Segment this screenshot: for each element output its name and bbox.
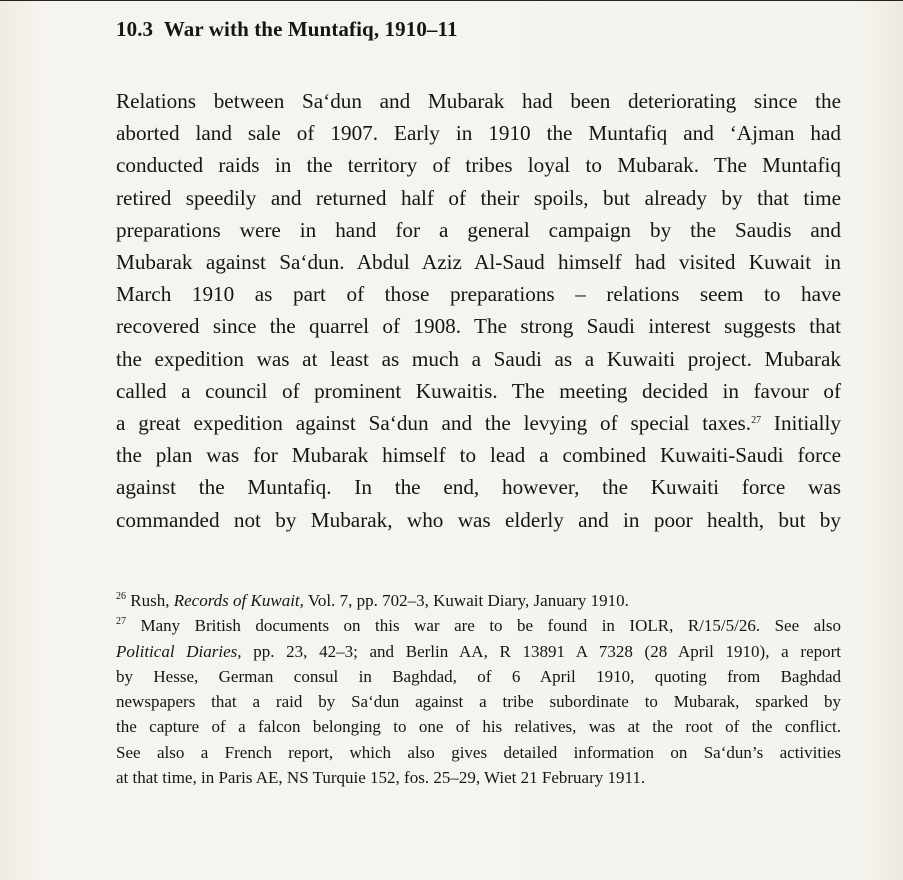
footnote-mark: 27 (116, 616, 126, 628)
footnote-text: Rush, (126, 591, 174, 610)
paragraph-line: March 1910 as part of those preparations – relations seem to have (116, 282, 841, 307)
paragraph-line: recovered since the quarrel of 1908. The strong Saudi interest suggests that (116, 314, 841, 339)
footnote-26 (116, 588, 841, 613)
paragraph-line: retired speedily and returned half of their spoils, but already by that time (116, 185, 841, 210)
footnote-source-title: Records of Kuwait, (173, 591, 304, 610)
footnote-text: Many British documents on this war are to be found in IOLR, R/15/5/26. See also (126, 616, 841, 636)
footnote-27-line-3: by Hesse, German consul in Baghdad, of 6 April 1910, quoting from Baghdad (116, 666, 841, 686)
paragraph-line-tail: Initially (761, 411, 841, 436)
paragraph-line-with-ref (116, 407, 841, 439)
section-title: War with the Muntafiq, 1910–11 (163, 17, 458, 41)
footnote-ref-27[interactable]: 27 (751, 415, 762, 427)
section-heading (116, 17, 458, 42)
top-edge (0, 0, 903, 1)
paragraph-line: aborted land sale of 1907. Early in 1910 the Muntafiq and ‘Ajman had (116, 121, 841, 146)
paragraph-line: against the Muntafiq. In the end, however, the Kuwaiti force was (116, 475, 841, 500)
paragraph-line: called a council of prominent Kuwaitis. The meeting decided in favour of (116, 378, 841, 403)
paragraph-line: the expedition was at least as much a Saudi as a Kuwaiti project. Mubarak (116, 346, 841, 371)
footnote-27-line-6: See also a French report, which also gives detailed information on Sa‘dun’s activities (116, 742, 841, 762)
section-number: 10.3 (116, 17, 154, 41)
footnote-mark: 26 (116, 591, 126, 602)
footnote-27-line-7: at that time, in Paris AE, NS Turquie 152, fos. 25–29, Wiet 21 February 1911. (116, 768, 646, 788)
footnote-text: pp. 23, 42–3; and Berlin AA, R 13891 A 7328 (28 April 1910), a report (241, 641, 841, 661)
footnote-27-line-5: the capture of a falcon belonging to one of his relatives, was at the root of the conflict. (116, 717, 841, 737)
paragraph-line: commanded not by Mubarak, who was elderly and in poor health, but by (116, 507, 841, 532)
paragraph-line: preparations were in hand for a general campaign by the Saudis and (116, 217, 841, 242)
paragraph-line: conducted raids in the territory of tribes loyal to Mubarak. The Muntafiq (116, 153, 841, 178)
footnote-27-line-2 (116, 639, 841, 664)
footnotes (116, 588, 841, 790)
body-paragraph (116, 85, 841, 536)
paragraph-line-text: a great expedition against Sa‘dun and the levying of special taxes. (116, 411, 752, 436)
footnote-source-title: Political Diaries, (116, 641, 242, 661)
paragraph-line: Mubarak against Sa‘dun. Abdul Aziz Al-Saud himself had visited Kuwait in (116, 250, 841, 275)
footnote-text: Vol. 7, pp. 702–3, Kuwait Diary, January 1910. (303, 591, 629, 610)
paragraph-line: the plan was for Mubarak himself to lead a combined Kuwaiti-Saudi force (116, 443, 841, 468)
footnote-27-line-4: newspapers that a raid by Sa‘dun against a tribe subordinate to Mubarak, sparked by (116, 692, 841, 712)
paragraph-line: Relations between Sa‘dun and Mubarak had been deteriorating since the (116, 89, 841, 113)
footnote-27-line-1 (116, 613, 841, 638)
